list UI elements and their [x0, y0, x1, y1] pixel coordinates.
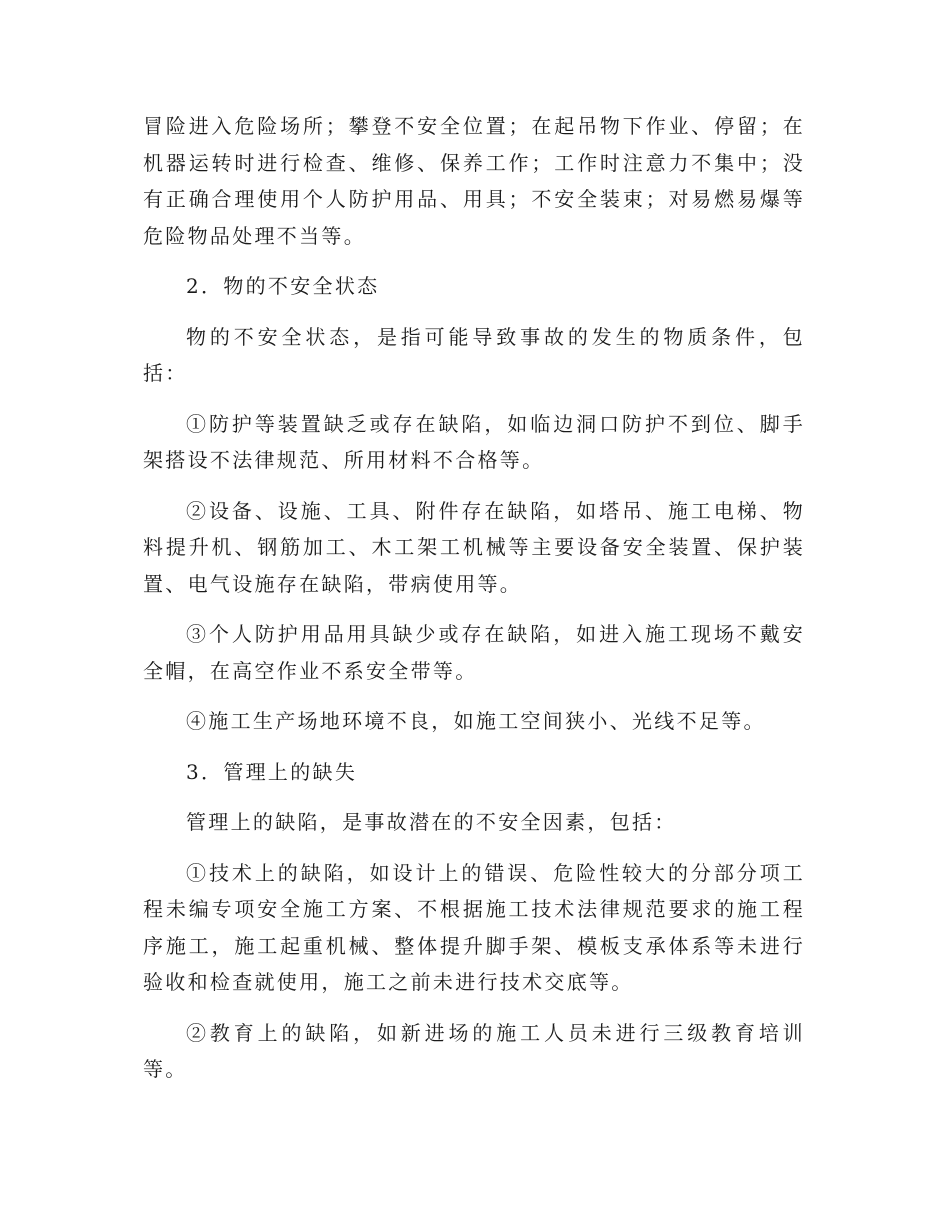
paragraph-management-defects-intro: 管理上的缺陷，是事故潜在的不安全因素，包括：	[186, 810, 677, 834]
paragraph-unsafe-conditions-intro: 物的不安全状态，是指可能导致事故的发生的物质条件，包括：	[143, 324, 805, 385]
paragraph-unsafe-acts-continued: 冒险进入危险场所；攀登不安全位置；在起吊物下作业、停留；在机器运转时进行检查、维修、保养工作；工作时注意力不集中；没有正确合理使用个人防护用品、用具；不安全装束；对易燃易爆等危险物品处理不当等。	[143, 114, 805, 248]
section-heading-unsafe-conditions: 2．物的不安全状态	[186, 274, 380, 298]
document-body	[143, 108, 805, 1102]
list-item-protection-devices: ①防护等装置缺乏或存在缺陷，如临边洞口防护不到位、脚手架搭设不法律规范、所用材料不合格等。	[143, 411, 805, 472]
list-item-personal-protective-equipment: ③个人防护用品用具缺少或存在缺陷，如进入施工现场不戴安全帽，在高空作业不系安全带等。	[143, 622, 805, 683]
list-item-equipment-defects: ②设备、设施、工具、附件存在缺陷，如塔吊、施工电梯、物料提升机、钢筋加工、木工架工机械等主要设备安全装置、保护装置、电气设施存在缺陷，带病使用等。	[143, 498, 805, 596]
list-item-technical-defects: ①技术上的缺陷，如设计上的错误、危险性较大的分部分项工程未编专项安全施工方案、不根据施工技术法律规范要求的施工程序施工，施工起重机械、整体提升脚手架、模板支承体系等未进行验收和检查就使用，施工之前未进行技术交底等。	[143, 860, 805, 994]
list-item-education-defects: ②教育上的缺陷，如新进场的施工人员未进行三级教育培训等。	[143, 1020, 805, 1081]
section-heading-management-defects: 3．管理上的缺失	[186, 759, 358, 784]
list-item-site-environment: ④施工生产场地环境不良，如施工空间狭小、光线不足等。	[186, 709, 766, 733]
